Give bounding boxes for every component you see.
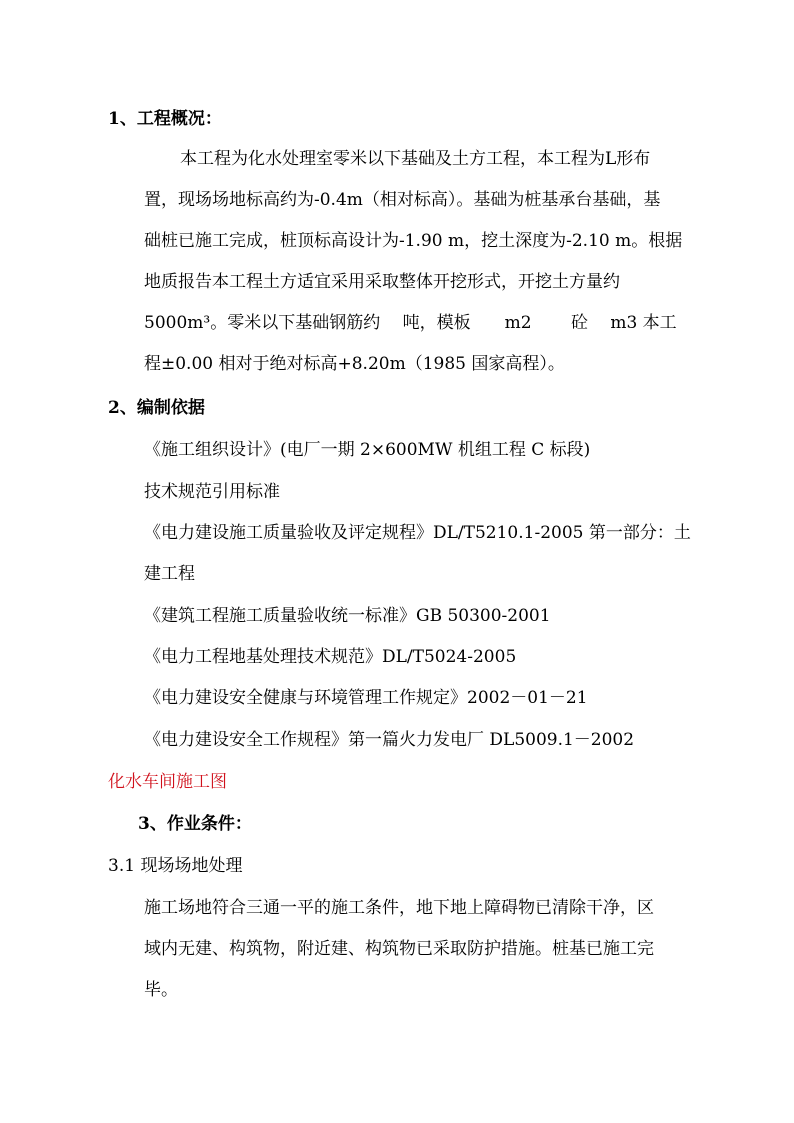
reference-item: 《电力工程地基处理技术规范》DL/T5024-2005 [144, 647, 517, 667]
section-3-heading: 3、作业条件： [138, 814, 252, 834]
section-3-line-3: 毕。 [144, 980, 178, 1000]
reference-item: 技术规范引用标准 [144, 482, 280, 502]
reference-item: 《电力建设施工质量验收及评定规程》DL/T5210.1-2005 第一部分：土 [144, 523, 691, 543]
reference-item: 建工程 [144, 564, 195, 584]
section-1-line-2: 置，现场场地标高约为-0.4m（相对标高）。基础为桩基承台基础，基 [144, 190, 661, 210]
section-1-line-6: 程±0.00 相对于绝对标高+8.20m（1985 国家高程）。 [144, 354, 565, 374]
section-1-heading: 1、工程概况： [108, 109, 222, 129]
reference-item: 《建筑工程施工质量验收统一标准》GB 50300-2001 [144, 606, 551, 626]
section-3-line-1: 施工场地符合三通一平的施工条件，地下地上障碍物已清除干净，区 [144, 898, 654, 918]
section-1-line-5: 5000m³。零米以下基础钢筋约 吨，模板 m2 砼 m3 本工 [144, 313, 677, 333]
section-1-line-4: 地质报告本工程土方适宜采用采取整体开挖形式，开挖土方量约 [144, 272, 620, 292]
reference-item: 《电力建设安全健康与环境管理工作规定》2002－01－21 [144, 688, 588, 708]
section-2-heading: 2、编制依据 [108, 398, 205, 418]
drawing-link[interactable]: 化水车间施工图 [108, 772, 227, 792]
section-1-line-1: 本工程为化水处理室零米以下基础及土方工程，本工程为L形布 [180, 149, 651, 169]
reference-item: 《施工组织设计》(电厂一期 2×600MW 机组工程 C 标段) [144, 440, 591, 460]
reference-item: 《电力建设安全工作规程》第一篇火力发电厂 DL5009.1－2002 [144, 730, 635, 750]
section-3-1-heading: 3.1 现场场地处理 [108, 856, 243, 876]
section-1-line-3: 础桩已施工完成，桩顶标高设计为-1.90 m，挖土深度为-2.10 m。根据 [144, 231, 683, 251]
section-3-line-2: 域内无建、构筑物，附近建、构筑物已采取防护措施。桩基已施工完 [144, 939, 654, 959]
